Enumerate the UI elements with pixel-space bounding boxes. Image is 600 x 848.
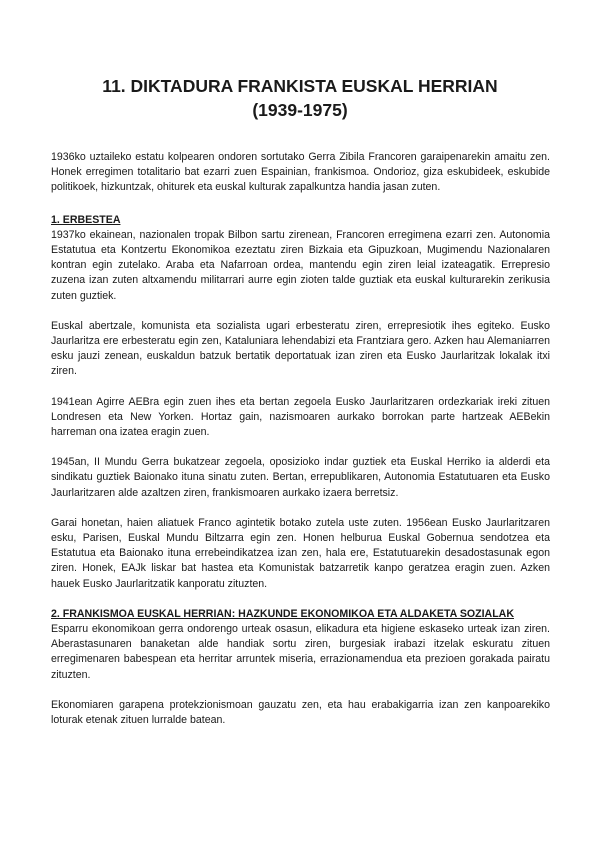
section-erbestea xyxy=(51,213,550,592)
section-1-paragraph-5: Garai honetan, haien aliatuek Franco agintetik botako zutela uste zuten. 1956ean Eusko Jaurlaritzaren esku, Parisen, Euskal Mundu Biltzarra egin zen. Honen helburua Euskal Gobernua sendotzea eta Estatutua eta Baionako ituna errebeindikatzea izan zen, hala ere, Estatutuarekin desadostasunak egon ziren. Honek, EAJk liskar bat hastea eta Komunistak batzarretik kanpo geratzea eragin zuen. Azken hauek Eusko Jaurlaritzatik kanporatu zituzten. xyxy=(51,516,550,590)
section-2-paragraph-1: Esparru ekonomikoan gerra ondorengo urteak osasun, elikadura eta higiene eskaseko urteak izan ziren. Aberastasunaren banaketan alde handiak sortu ziren, burgesiak irabazi itzelak eskuratu zituen erregimenaren babespean eta herritar arruntek miseria, errazionamendua eta prezioen gorakada pairatu zituzten. xyxy=(51,623,550,681)
section-1-heading: 1. ERBESTEA xyxy=(51,213,121,226)
title-line-2: (1939-1975) xyxy=(252,100,348,120)
section-1-paragraph-1: 1937ko ekainean, nazionalen tropak Bilbon sartu zirenean, Francoren erregimena ezarri zen. Autonomia Estatutua eta Kontzertu Ekonomikoa ezeztatu ziren Bizkaia eta Gipuzkoan, Mugimendu Nazionalaren kontran egin zutelako. Araba eta Nafarroan ordea, mantendu egin ziren leial izateagatik. Errepresio zuzena izan zuten altxamendu militarrari aurre egin zioten talde guztiak eta euskal kulturarekin zerikusia zuten guztiek. xyxy=(51,228,550,302)
document-body xyxy=(51,150,550,743)
section-1-paragraph-4: 1945an, II Mundu Gerra bukatzear zegoela, oposizioko indar guztiek eta Euskal Herriko ia alderdi eta sindikatu guztiek Baionako ituna sinatu zuten. Bertan, errepublikaren, Autonomia Estatutuaren eta Eusko Jaurlaritzaren alde azaltzen ziren, frankismoaren aurkako izaera berretsiz. xyxy=(51,456,550,499)
section-1-paragraph-3: 1941ean Agirre AEBra egin zuen ihes eta bertan zegoela Eusko Jaurlaritzaren ordezkariak ireki zituen Londresen eta New Yorken. Hortaz gain, nazismoaren aurkako borrokan parte hartzeak AEBekin harreman ona izatea eragin zuen. xyxy=(51,395,550,439)
document-title xyxy=(0,74,600,122)
intro-paragraph: 1936ko uztaileko estatu kolpearen ondoren sortutako Gerra Zibila Francoren garaipenarekin amaitu zen. Honek erregimen totalitario bat ezarri zuen Espainian, frankismoa. Ondorioz, giza eskubideek, eskubide politikoek, hizkuntzak, ohiturek eta euskal kulturak zapalkuntza handia jasan zuten. xyxy=(51,151,550,194)
section-2-heading: 2. FRANKISMOA EUSKAL HERRIAN: HAZKUNDE EKONOMIKOA ETA ALDAKETA SOZIALAK xyxy=(51,607,514,620)
section-frankismoa xyxy=(51,607,550,728)
title-line-1: 11. DIKTADURA FRANKISTA EUSKAL HERRIAN xyxy=(102,76,498,96)
section-1-paragraph-2: Euskal abertzale, komunista eta sozialista ugari erbesteratu ziren, errepresiotik ihes egiteko. Eusko Jaurlaritza ere erbesteratu egin zen, Kataluniara lehendabizi eta Frantziara gero. Azken hau Alemaniarren esku jauzi zenean, euskaldun batzuk bertatik deportatuak izan ziren eta Eusko Jaurlaritzak lokalak itxi ziren. xyxy=(51,319,550,378)
section-2-paragraph-2: Ekonomiaren garapena protekzionismoan gauzatu zen, eta hau erabakigarria izan zen kanpoarekiko loturak etenak zituen lurralde batean. xyxy=(51,698,550,727)
